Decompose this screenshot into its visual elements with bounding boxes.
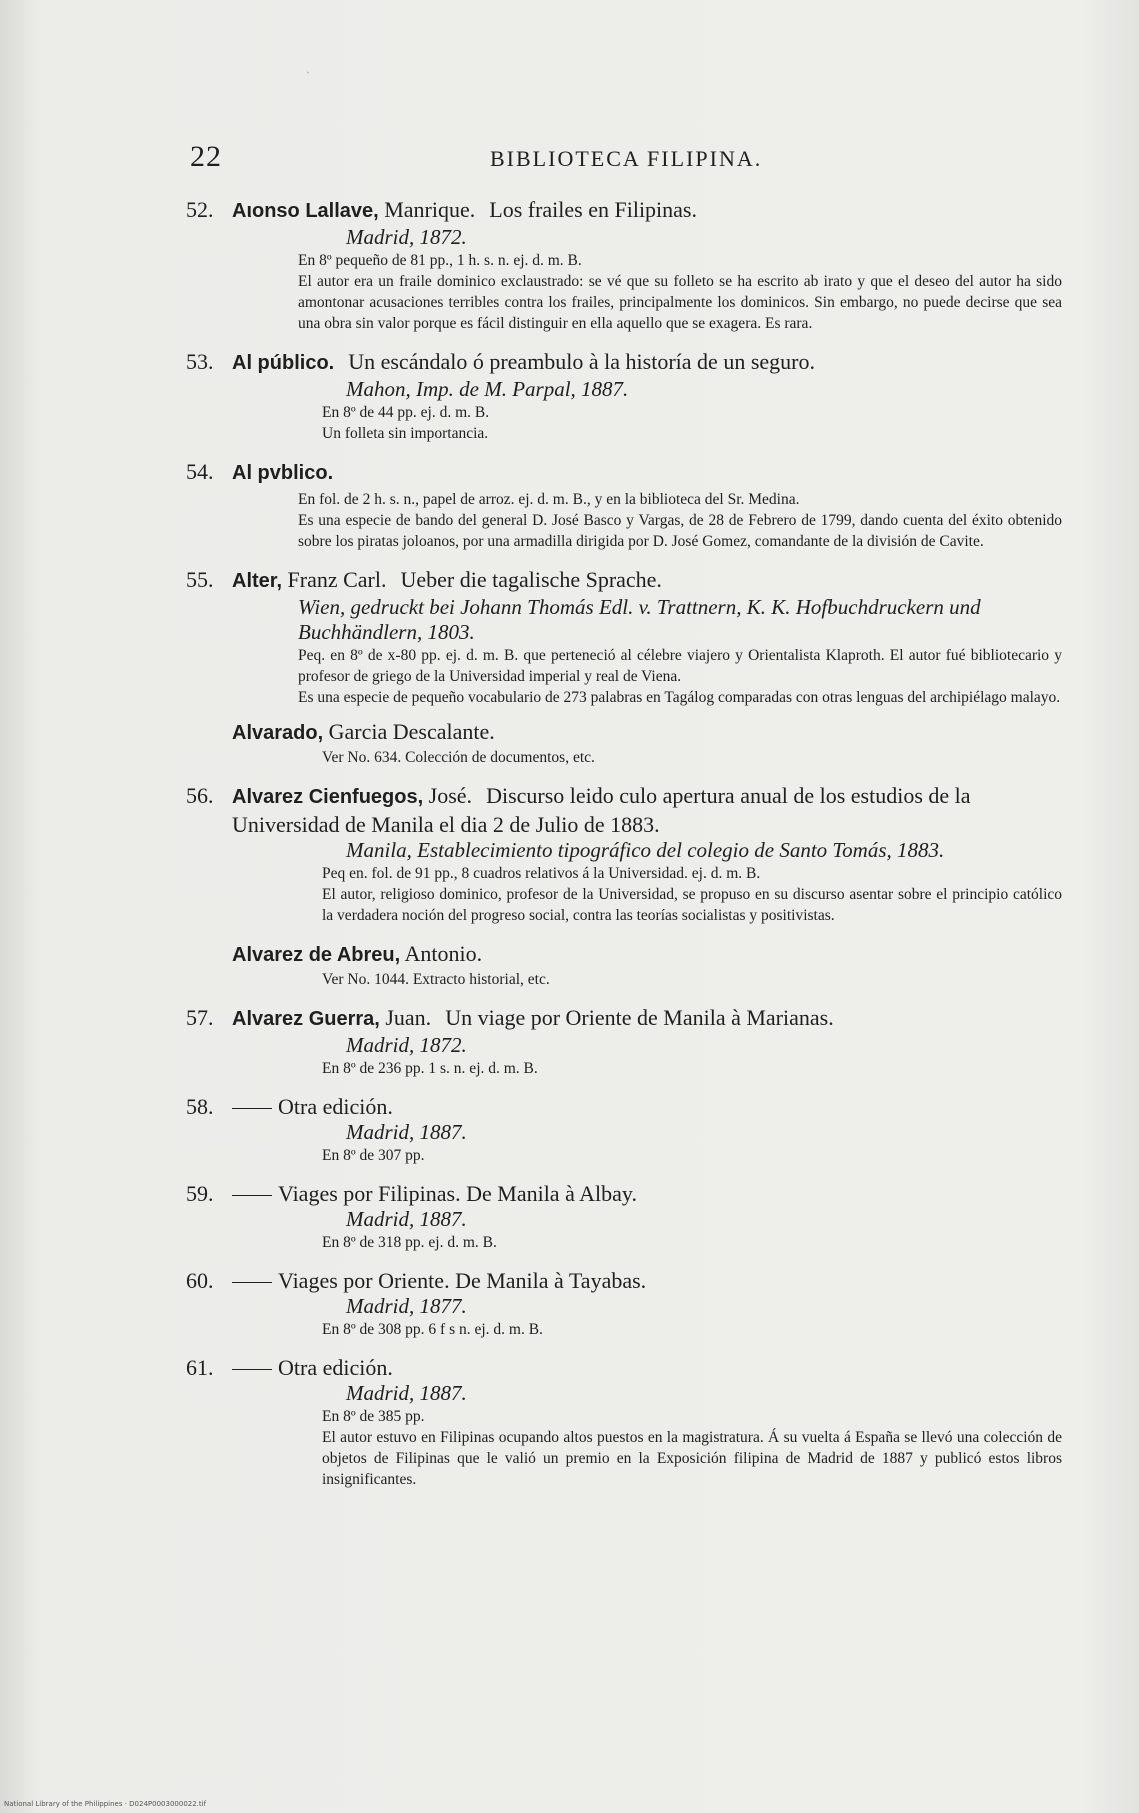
entry-description (186, 250, 1062, 334)
entry-imprint: Madrid, 1887. (346, 1120, 467, 1144)
annotation-note: Es una especie de pequeño vocabulario de 273 palabras en Tagálog comparadas con otras lenguas del archipiélago malayo. (298, 689, 1061, 706)
entry-title: Viages por Oriente. De Manila à Tayabas. (278, 1268, 647, 1293)
entry-imprint: Madrid, 1887. (346, 1207, 467, 1231)
bibliography-entry (186, 196, 1062, 334)
entry-description (186, 1406, 1062, 1490)
bibliography-entry (186, 566, 1062, 708)
bibliography-entry (186, 1004, 1062, 1079)
entry-heading (186, 940, 1062, 969)
collation-note: Peq. en 8º de x-80 pp. ej. d. m. B. que perteneció al célebre viajero y Orientalista Klaproth. El autor fué bibliotecario y profesor de griego de la Universidad imperial y real de Viena. (298, 647, 1062, 685)
entry-heading (186, 196, 1062, 225)
collation-note: En 8º de 236 pp. 1 s. n. ej. d. m. B. (322, 1060, 538, 1077)
entry-heading (186, 458, 1062, 487)
entry-imprint: Mahon, Imp. de M. Parpal, 1887. (346, 377, 629, 401)
entry-heading (186, 718, 1062, 747)
entry-number: 56. (186, 783, 214, 808)
entry-title: Discurso leido culo apertura anual de los estudios de la Universidad de Manila el dia 2 de Julio de 1883. (232, 783, 971, 837)
entry-number: 61. (186, 1355, 214, 1380)
entry-imprint: Madrid, 1877. (346, 1294, 467, 1318)
entry-author-given-name: Antonio. (400, 941, 483, 966)
entry-imprint: Madrid, 1872. (346, 1033, 467, 1057)
collation-note: Ver No. 634. Colección de documentos, etc. (322, 749, 595, 766)
running-title: BIBLIOTECA FILIPINA. (490, 146, 763, 171)
entry-heading (186, 1093, 1062, 1120)
entry-description (186, 1058, 1062, 1079)
entry-author-given-name: José. (423, 783, 473, 808)
bibliography-entry (186, 458, 1062, 552)
entry-title: Un viage por Oriente de Manila à Marianas. (445, 1005, 834, 1030)
entry-description (186, 969, 1062, 990)
entry-heading (186, 1180, 1062, 1207)
entry-title: Los frailes en Filipinas. (489, 197, 697, 222)
entry-title: Otra edición. (278, 1094, 393, 1119)
ditto-dash (232, 1369, 272, 1370)
annotation-note: El autor estuvo en Filipinas ocupando altos puestos en la magistratura. Á su vuelta á España se llevó una colección de objetos de Filipinas que le valió un premio en la Exposición filipina de Madrid de 1887 y publicó estos libros insignificantes. (322, 1429, 1062, 1488)
annotation-note: Es una especie de bando del general D. José Basco y Vargas, de 28 de Febrero de 1799, dando cuenta del éxito obtenido sobre los piratas joloanos, por una armadilla dirigida por D. José Gomez, comandante de la división de Cavite. (298, 512, 1062, 550)
collation-note: En 8º de 385 pp. (322, 1408, 425, 1425)
bibliography-entry (186, 1093, 1062, 1166)
entry-author: Alvarez Guerra, (232, 1008, 380, 1030)
collation-note: Ver No. 1044. Extracto historial, etc. (322, 971, 550, 988)
entry-imprint: Wien, gedruckt bei Johann Thomás Edl. v. Trattnern, K. K. Hofbuchdruckern und Buchhändlern, 1803. (298, 595, 981, 644)
entry-title: Otra edición. (278, 1355, 393, 1380)
bibliography-entry (186, 1180, 1062, 1253)
entry-number: 57. (186, 1005, 214, 1030)
entry-number: 60. (186, 1268, 214, 1293)
entry-description (186, 489, 1062, 552)
entry-description (186, 1232, 1062, 1253)
entry-number: 55. (186, 567, 214, 592)
entry-number: 58. (186, 1094, 214, 1119)
entry-description (186, 402, 1062, 444)
entry-description (186, 747, 1062, 768)
bibliography-entry (186, 1354, 1062, 1490)
annotation-note: Un folleta sin importancia. (322, 425, 489, 442)
annotation-note: El autor, religioso dominico, profesor de la Universidad, se propuso en su discurso asentar sobre el principio católico la verdadera noción del progreso social, contra las teorías socialistas y positivistas. (322, 886, 1062, 924)
entry-heading (186, 348, 1062, 377)
entry-imprint: Madrid, 1872. (346, 225, 467, 249)
entry-number: 52. (186, 197, 214, 222)
collation-note: En 8º de 308 pp. 6 f s n. ej. d. m. B. (322, 1321, 543, 1338)
entry-title: Viages por Filipinas. De Manila à Albay. (278, 1181, 637, 1206)
entry-heading (186, 782, 1062, 838)
entry-heading (186, 566, 1062, 595)
entry-author: Aιonso Lallave, (232, 200, 379, 222)
collation-note: En 8º de 318 pp. ej. d. m. B. (322, 1234, 497, 1251)
entry-number: 53. (186, 349, 214, 374)
scan-speck: ˎ (306, 60, 310, 74)
entry-author-given-name: Franz Carl. (282, 567, 387, 592)
collation-note: Peq en. fol. de 91 pp., 8 cuadros relativos á la Universidad. ej. d. m. B. (322, 865, 761, 882)
entry-author: Alter, (232, 570, 283, 592)
entry-author-given-name: Garcia Descalante. (323, 719, 495, 744)
entry-author-given-name: Juan. (379, 1005, 432, 1030)
scan-credit: National Library of the Philippines · D024P0003000022.tif (4, 1800, 207, 1808)
entry-description (186, 1319, 1062, 1340)
entry-heading (186, 1267, 1062, 1294)
bibliography-entry (186, 718, 1062, 768)
ditto-dash (232, 1108, 272, 1109)
page-header (190, 140, 1070, 180)
bibliography-entry (186, 940, 1062, 990)
entry-description (186, 1145, 1062, 1166)
entry-description (186, 645, 1062, 708)
page-number: 22 (190, 140, 222, 173)
collation-note: En 8º de 307 pp. (322, 1147, 425, 1164)
entry-author: Alvarez de Abreu, (232, 944, 401, 966)
ditto-dash (232, 1195, 272, 1196)
entry-heading (186, 1354, 1062, 1381)
collation-note: En fol. de 2 h. s. n., papel de arroz. ej. d. m. B., y en la biblioteca del Sr. Medina. (298, 491, 800, 508)
entry-author: Al pvblico. (232, 462, 334, 484)
entry-author: Al público. (232, 352, 335, 374)
entry-imprint: Madrid, 1887. (346, 1381, 467, 1405)
collation-note: En 8º pequeño de 81 pp., 1 h. s. n. ej. d. m. B. (298, 252, 582, 269)
bibliography-entry (186, 1267, 1062, 1340)
entry-author: Alvarado, (232, 722, 324, 744)
bibliography-entry (186, 782, 1062, 926)
ditto-dash (232, 1282, 272, 1283)
bibliography-entry (186, 348, 1062, 444)
bibliography-entries (186, 196, 1062, 1504)
entry-author-given-name: Manrique. (378, 197, 476, 222)
entry-number: 54. (186, 459, 214, 484)
annotation-note: El autor era un fraile dominico exclaustrado: se vé que su folleto se ha escrito ab irato y que el deseo del autor ha sido amontonar acusaciones terribles contra los frailes, principalmente los dominicos. Sin embargo, no puede decirse que sea una obra sin valor porque es fácil distinguir en ella aquello que se exagera. Es rara. (298, 273, 1062, 332)
entry-author: Alvarez Cienfuegos, (232, 786, 424, 808)
entry-title: Un escándalo ó preambulo à la historía de un seguro. (348, 349, 815, 374)
entry-description (186, 863, 1062, 926)
entry-imprint: Manila, Establecimiento tipográfico del colegio de Santo Tomás, 1883. (346, 838, 945, 862)
collation-note: En 8º de 44 pp. ej. d. m. B. (322, 404, 490, 421)
entry-heading (186, 1004, 1062, 1033)
entry-number: 59. (186, 1181, 214, 1206)
entry-title: Ueber die tagalische Sprache. (400, 567, 662, 592)
